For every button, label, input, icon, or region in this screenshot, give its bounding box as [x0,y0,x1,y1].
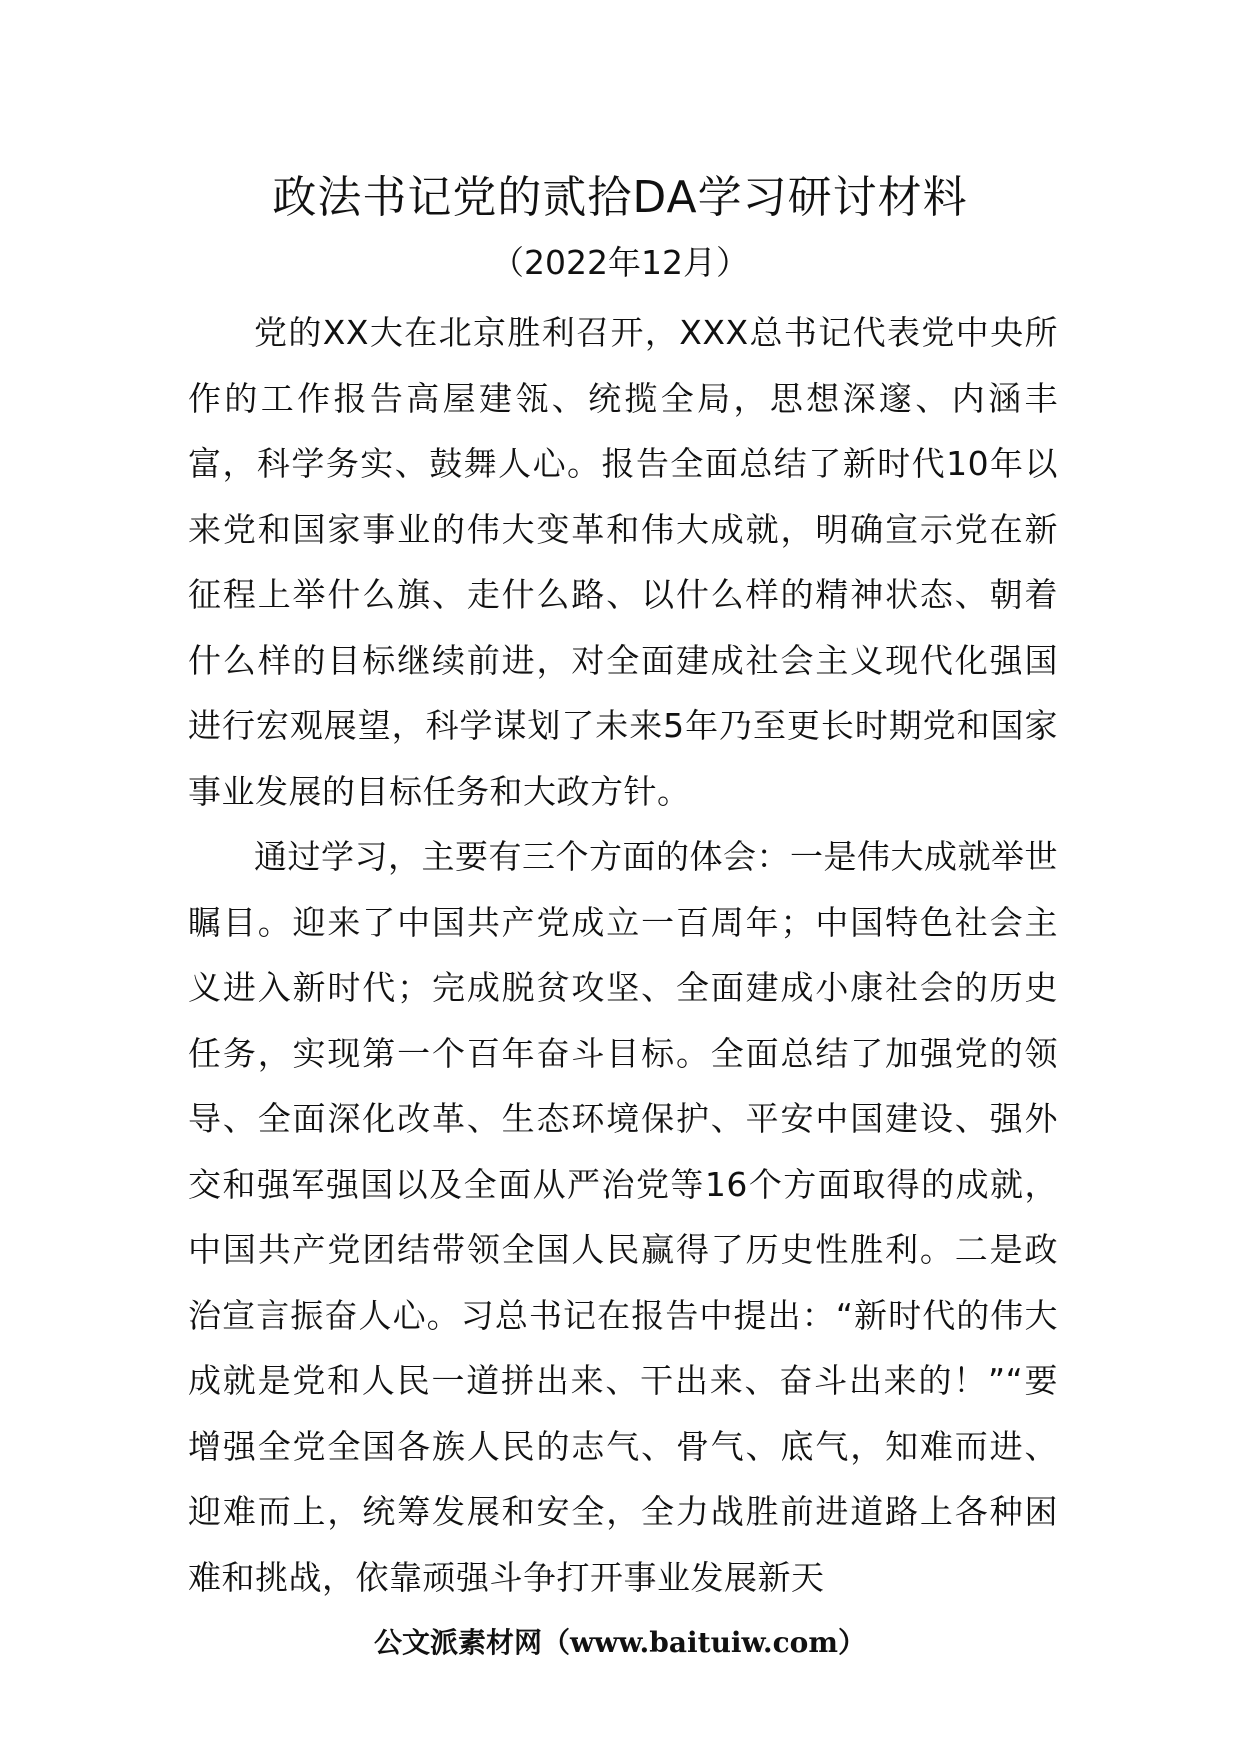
paragraph: 党的XX大在北京胜利召开，XXX总书记代表党中央所作的工作报告高屋建瓴、统揽全局，思想深邃、内涵丰富，科学务实、鼓舞人心。报告全面总结了新时代10年以来党和国家事业的伟大变革和伟大成就，明确宣示党在新征程上举什么旗、走什么路、以什么样的精神状态、朝着什么样的目标继续前进，对全面建成社会主义现代化强国进行宏观展望，科学谋划了未来5年乃至更长时期党和国家事业发展的目标任务和大政方针。 [188,313,1058,811]
paragraph: 通过学习，主要有三个方面的体会：一是伟大成就举世瞩目。迎来了中国共产党成立一百周年；中国特色社会主义进入新时代；完成脱贫攻坚、全面建成小康社会的历史任务，实现第一个百年奋斗目标。全面总结了加强党的领导、全面深化改革、生态环境保护、平安中国建设、强外交和强军强国以及全面从严治党等16个方面取得的成就，中国共产党团结带领全国人民赢得了历史性胜利。二是政治宣言振奋人心。习总书记在报告中提出：“新时代的伟大成就是党和人民一道拼出来、干出来、奋斗出来的！”“要增强全党全国各族人民的志气、骨气、底气，知难而进、迎难而上，统筹发展和安全，全力战胜前进道路上各种困难和挑战，依靠顽强斗争打开事业发展新天 [188,837,1058,1597]
source-footer: 公文派素材网（www.baituiw.com） [374,1626,866,1659]
document-title: 政法书记党的贰拾DA学习研讨材料 [272,172,968,223]
document-body [188,300,1058,1600]
document-date: （2022年12月） [491,243,749,282]
